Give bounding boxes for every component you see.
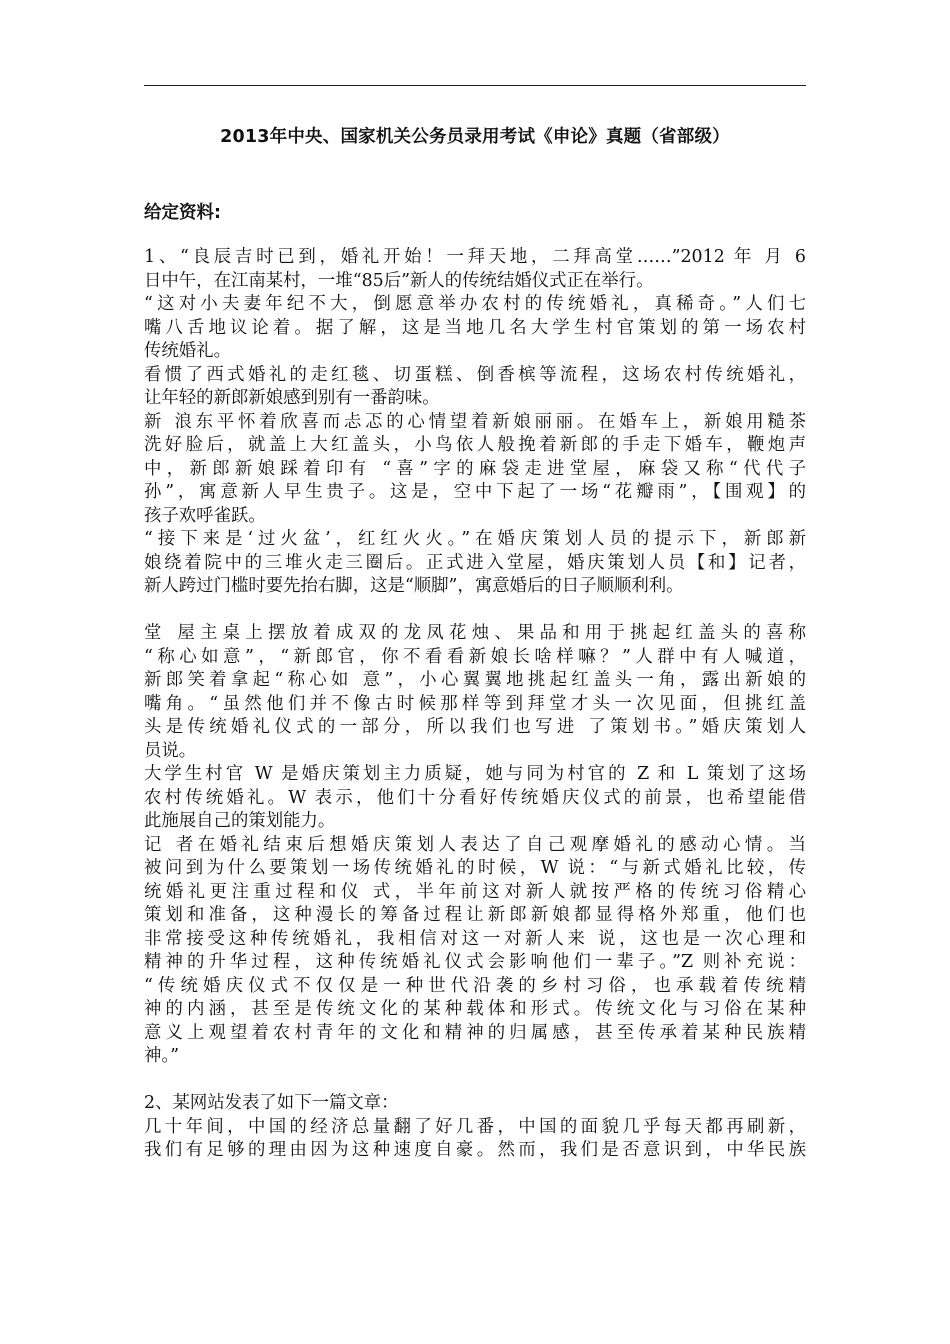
text-line: 几十年间，中国的经济总量翻了好几番，中国的面貌几乎每天都再刷新，	[144, 1116, 806, 1137]
text-line: 精神的升华过程，这种传统婚礼仪式会影响他们一辈子。”Z 则补充说：	[144, 952, 806, 972]
text-line: 非常接受这种传统婚礼，我相信对这一对新人来 说，这也是一次心理和	[144, 928, 806, 949]
text-line: 头是传统婚礼仪式的一部分，所以我们也写进 了策划书。”婚庆策划人	[144, 717, 806, 737]
text-line: 统婚礼更注重过程和仪 式，半年前这对新人就按严格的传统习俗精心	[144, 881, 806, 902]
text-line: “这对小夫妻年纪不大，倒愿意举办农村的传统婚礼，真稀奇。”人们七	[144, 294, 806, 314]
text-line: 日中午，在江南某村，一堆“85后”新人的传统结婚仪式正在举行。	[144, 270, 654, 291]
paragraph-gap	[144, 599, 806, 623]
text-line: 被问到为什么要策划一场传统婚礼的时候，W 说：“与新式婚礼比较，传	[144, 858, 806, 878]
section-label: 给定资料:	[144, 203, 221, 223]
text-line: 大学生村官 W 是婚庆策划主力质疑，她与同为村官的 Z 和 L 策划了这场	[144, 764, 806, 784]
text-line: 意义上观望着农村青年的文化和精神的归属感，甚至传承着某种民族精	[144, 1022, 806, 1043]
paragraph-gap	[144, 1069, 806, 1093]
text-line: 记 者在婚礼结束后想婚庆策划人表达了自己观摩婚礼的感动心情。当	[144, 834, 806, 855]
document-title: 2013年中央、国家机关公务员录用考试《申论》真题（省部级）	[220, 127, 730, 147]
text-line: 2、某网站发表了如下一篇文章：	[144, 1093, 399, 1113]
text-line: 策划和准备，这种漫长的筹备过程让新郎新娘都显得格外郑重，他们也	[144, 905, 806, 925]
text-line: 此施展自己的策划能力。	[144, 811, 336, 831]
text-line: 让年轻的新郎新娘感到别有一番韵味。	[144, 388, 440, 408]
text-line: 堂 屋主桌上摆放着成双的龙凤花烛、果品和用于挑起红盖头的喜称	[144, 623, 806, 643]
text-line: 洗好脸后，就盖上大红盖头，小鸟依人般挽着新郎的手走下婚车，鞭炮声	[144, 435, 806, 455]
text-line: 我们有足够的理由因为这种速度自豪。然而，我们是否意识到，中华民族	[144, 1140, 806, 1160]
text-line: 孩子欢呼雀跃。	[144, 505, 266, 526]
text-line: “传统婚庆仪式不仅仅是一种世代沿袭的乡村习俗，也承载着传统精	[144, 975, 806, 996]
text-line: 嘴角。“虽然他们并不像古时候那样等到拜堂才头一次见面，但挑红盖	[144, 693, 806, 714]
text-line: 孙”，寓意新人早生贵子。这是，空中下起了一场“花瓣雨”，【围观】的	[144, 482, 806, 502]
text-line: 农村传统婚礼。W 表示，他们十分看好传统婚庆仪式的前景，也希望能借	[144, 787, 806, 808]
text-line: 新 浪东平怀着欣喜而忐忑的心情望着新娘丽丽。在婚车上，新娘用糙茶	[144, 411, 806, 432]
text-line: 神的内涵，甚至是传统文化的某种载体和形式。传统文化与习俗在某种	[144, 999, 806, 1019]
text-line: 看惯了西式婚礼的走红毯、切蛋糕、倒香槟等流程，这场农村传统婚礼，	[144, 364, 806, 385]
text-line: 员说。	[144, 740, 197, 761]
text-line: 传统婚礼。	[144, 341, 231, 361]
text-line: 新人跨过门槛时要先抬右脚，这是“顺脚”，寓意婚后的日子顺顺利利。	[144, 576, 684, 596]
text-line: 嘴八舌地议论着。据了解，这是当地几名大学生村官策划的第一场农村	[144, 317, 806, 338]
text-line: 1、“良辰吉时已到，婚礼开始！一拜天地，二拜高堂……”2012 年 月 6	[144, 247, 806, 267]
text-line: 新郎笑着拿起“称心如 意”，小心翼翼地挑起红盖头一角，露出新娘的	[144, 670, 806, 690]
body-text	[144, 246, 806, 1163]
header-rule	[144, 85, 806, 86]
text-line: 中，新郎新娘踩着印有 “喜”字的麻袋走进堂屋，麻袋又称“代代子	[144, 458, 806, 479]
text-line: 神。”	[144, 1046, 179, 1066]
text-line: “接下来是‘过火盆’，红红火火。”在婚庆策划人员的提示下，新郎新	[144, 529, 806, 549]
text-line: 娘绕着院中的三堆火走三圈后。正式进入堂屋，婚庆策划人员【和】记者，	[144, 552, 806, 573]
text-line: “称心如意”，“新郎官，你不看看新娘长啥样嘛？”人群中有人喊道，	[144, 646, 806, 667]
